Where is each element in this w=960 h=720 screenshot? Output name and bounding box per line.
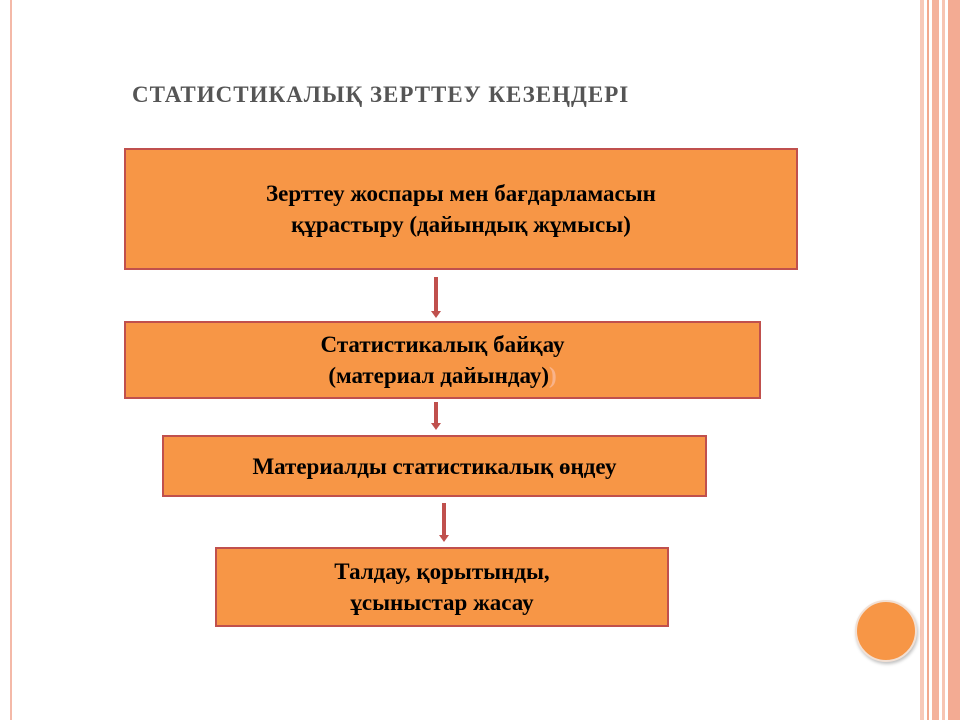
step-4-line-1: Талдау, қорытынды,: [334, 559, 550, 584]
flow-step-3-box: [162, 435, 707, 497]
step-2-line-2-wrap: [321, 360, 565, 391]
left-border-rule: [10, 0, 12, 720]
side-stripe: [932, 0, 939, 720]
step-2-line-2: (материал дайындау): [328, 363, 550, 388]
side-stripe: [920, 0, 924, 720]
slide-title: СТАТИСТИКАЛЫҚ ЗЕРТТЕУ КЕЗЕҢДЕРІ: [132, 82, 630, 107]
side-stripe: [927, 0, 929, 720]
step-1-line-2: құрастыру (дайындық жұмысы): [291, 212, 631, 237]
flow-step-2-box: [124, 321, 761, 399]
decorative-circle: [855, 600, 917, 662]
flow-step-4-box: [215, 547, 669, 627]
step-2-extra-paren: ): [549, 363, 557, 388]
side-stripe: [942, 0, 945, 720]
step-4-line-2: ұсыныстар жасау: [350, 590, 534, 615]
flow-step-1-box: [124, 148, 798, 270]
side-stripe: [948, 0, 960, 720]
step-1-line-1: Зерттеу жоспары мен бағдарламасын: [266, 181, 656, 206]
step-3-line-1: Материалды статистикалық өңдеу: [252, 453, 617, 479]
step-2-line-1: Статистикалық байқау: [320, 332, 565, 357]
